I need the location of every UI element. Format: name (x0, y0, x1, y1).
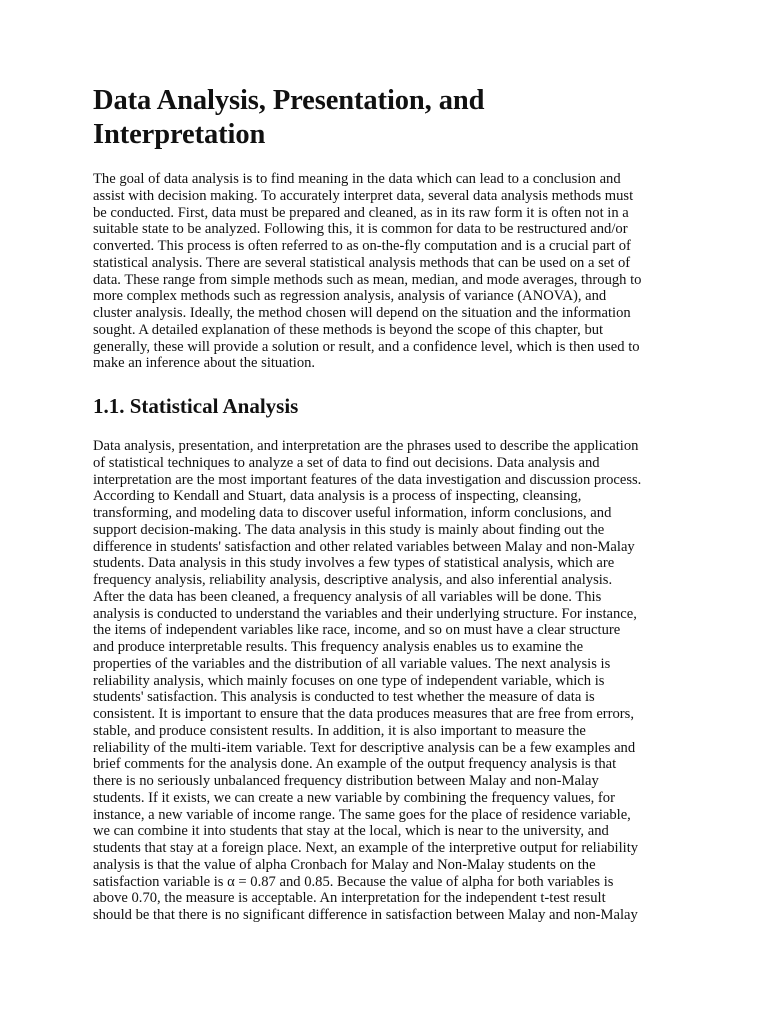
text-line: there is no seriously unbalanced frequency distribution between Malay and non-Malay (93, 773, 599, 789)
text-line: should be that there is no significant difference in satisfaction between Malay and non-Malay (93, 907, 638, 923)
text-line: make an inference about the situation. (93, 355, 316, 372)
text-line: cluster analysis. Ideally, the method chosen will depend on the situation and the information (93, 305, 631, 321)
text-line: sought. A detailed explanation of these methods is beyond the scope of this chapter, but (93, 321, 604, 338)
text-line: we can combine it into students that stay at the local, which is near to the university, and (93, 823, 609, 840)
text-line: analysis is that the value of alpha Cronbach for Malay and Non-Malay students on the (93, 856, 596, 873)
text-line: According to Kendall and Stuart, data analysis is a process of inspecting, cleansing, (93, 488, 582, 505)
text-line: support decision-making. The data analysis in this study is mainly about finding out the (93, 521, 605, 538)
text-line: transforming, and modeling data to discover useful information, inform conclusions, and (93, 505, 612, 521)
text-line: satisfaction variable is α = 0.87 and 0.85. Because the value of alpha for both variables is (93, 873, 614, 890)
text-line: After the data has been cleaned, a frequency analysis of all variables will be done. This (93, 588, 602, 605)
title-line: Data Analysis, Presentation, and (93, 85, 485, 116)
text-line: students' satisfaction. This analysis is conducted to test whether the measure of data is (93, 689, 595, 706)
text-line: suitable state to be analyzed. Following this, it is common for data to be restructured and/or (93, 221, 628, 238)
text-line: students that stay at a foreign place. Next, an example of the interpretive output for reliability (93, 840, 639, 856)
text-line: the items of independent variables like race, income, and so on must have a clear structure (93, 622, 621, 639)
text-line: difference in students' satisfaction and other related variables between Malay and non-Malay (93, 538, 635, 555)
text-line: instance, a new variable of income range. The same goes for the place of residence variable, (93, 806, 631, 823)
text-line: students. If it exists, we can create a new variable by combining the frequency values, for (93, 789, 615, 806)
text-line: assist with decision making. To accurately interpret data, several data analysis methods must (93, 187, 634, 204)
text-line: reliability of the multi-item variable. Text for descriptive analysis can be a few examples and (93, 739, 636, 756)
text-line: Data analysis, presentation, and interpretation are the phrases used to describe the application (93, 438, 639, 454)
text-line: above 0.70, the measure is acceptable. An interpretation for the independent t-test result (93, 890, 606, 907)
text-line: reliability analysis, which mainly focuses on one type of independent variable, which is (93, 672, 605, 689)
text-line: analysis is conducted to understand the variables and their underlying structure. For instance, (93, 605, 637, 622)
section-heading: 1.1. Statistical Analysis (93, 394, 299, 418)
text-line: consistent. It is important to ensure that the data produces measures that are free from errors, (93, 706, 634, 722)
text-line: be conducted. First, data must be prepared and cleaned, as in its raw form it is often not in a (93, 204, 629, 221)
document-page (93, 84, 681, 924)
text-line: The goal of data analysis is to find meaning in the data which can lead to a conclusion and (93, 171, 621, 187)
text-line: properties of the variables and the distribution of all variable values. The next analysis is (93, 655, 611, 672)
text-line: generally, these will provide a solution or result, and a confidence level, which is then used to (93, 338, 640, 355)
text-line: statistical analysis. There are several statistical analysis methods that can be used on a set of (93, 254, 631, 271)
text-line: students. Data analysis in this study involves a few types of statistical analysis, which are (93, 555, 615, 572)
text-line: converted. This process is often referred to as on-the-fly computation and is a crucial part of (93, 238, 631, 254)
text-line: data. These range from simple methods such as mean, median, and mode averages, through to (93, 271, 642, 288)
section-paragraph (93, 438, 681, 924)
intro-paragraph (93, 171, 681, 372)
text-line: brief comments for the analysis done. An example of the output frequency analysis is that (93, 756, 617, 773)
text-line: and produce interpretable results. This frequency analysis enables us to examine the (93, 639, 584, 655)
text-line: of statistical techniques to analyze a set of data to find out decisions. Data analysis and (93, 454, 600, 471)
document-title (93, 84, 681, 152)
title-line: Interpretation (93, 119, 266, 150)
text-line: interpretation are the most important features of the data investigation and discussion process. (93, 471, 642, 488)
text-line: frequency analysis, reliability analysis, descriptive analysis, and also inferential analysis. (93, 572, 613, 588)
text-line: stable, and produce consistent results. In addition, it is also important to measure the (93, 722, 586, 739)
text-line: more complex methods such as regression analysis, analysis of variance (ANOVA), and (93, 288, 607, 305)
